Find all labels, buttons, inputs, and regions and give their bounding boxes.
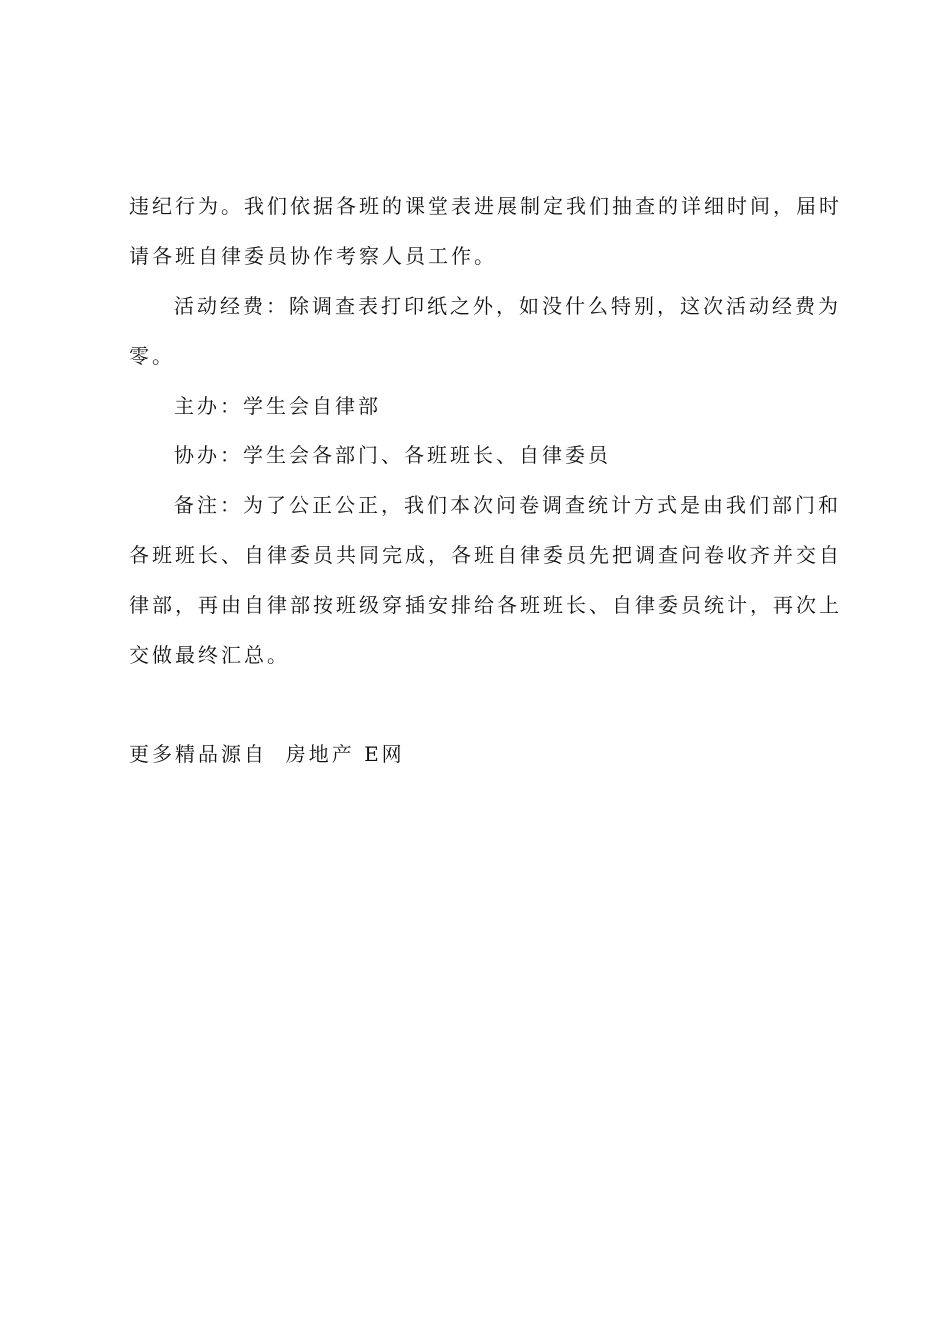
paragraph-line: 零。 xyxy=(129,344,175,368)
paragraph-line: 协办：学生会各部门、各班班长、自律委员 xyxy=(174,443,611,467)
paragraph-line: 主办：学生会自律部 xyxy=(174,394,381,418)
paragraph-line: 各班班长、自律委员共同完成，各班自律委员先把调查问卷收齐并交自 xyxy=(129,543,842,567)
paragraph-line: 违纪行为。我们依据各班的课堂表进展制定我们抽查的详细时间，届时 xyxy=(129,194,842,218)
paragraph-line: 活动经费：除调查表打印纸之外，如没什么特别，这次活动经费为 xyxy=(174,294,841,318)
paragraph-line: 请各班自律委员协作考察人员工作。 xyxy=(129,244,497,268)
paragraph-line: 交做最终汇总。 xyxy=(129,643,290,667)
paragraph-line: 备注：为了公正公正，我们本次问卷调查统计方式是由我们部门和 xyxy=(174,493,841,517)
footer-note: 更多精品源自 房地产 E网 xyxy=(129,742,405,766)
paragraph-line: 律部，再由自律部按班级穿插安排给各班班长、自律委员统计，再次上 xyxy=(129,593,842,617)
